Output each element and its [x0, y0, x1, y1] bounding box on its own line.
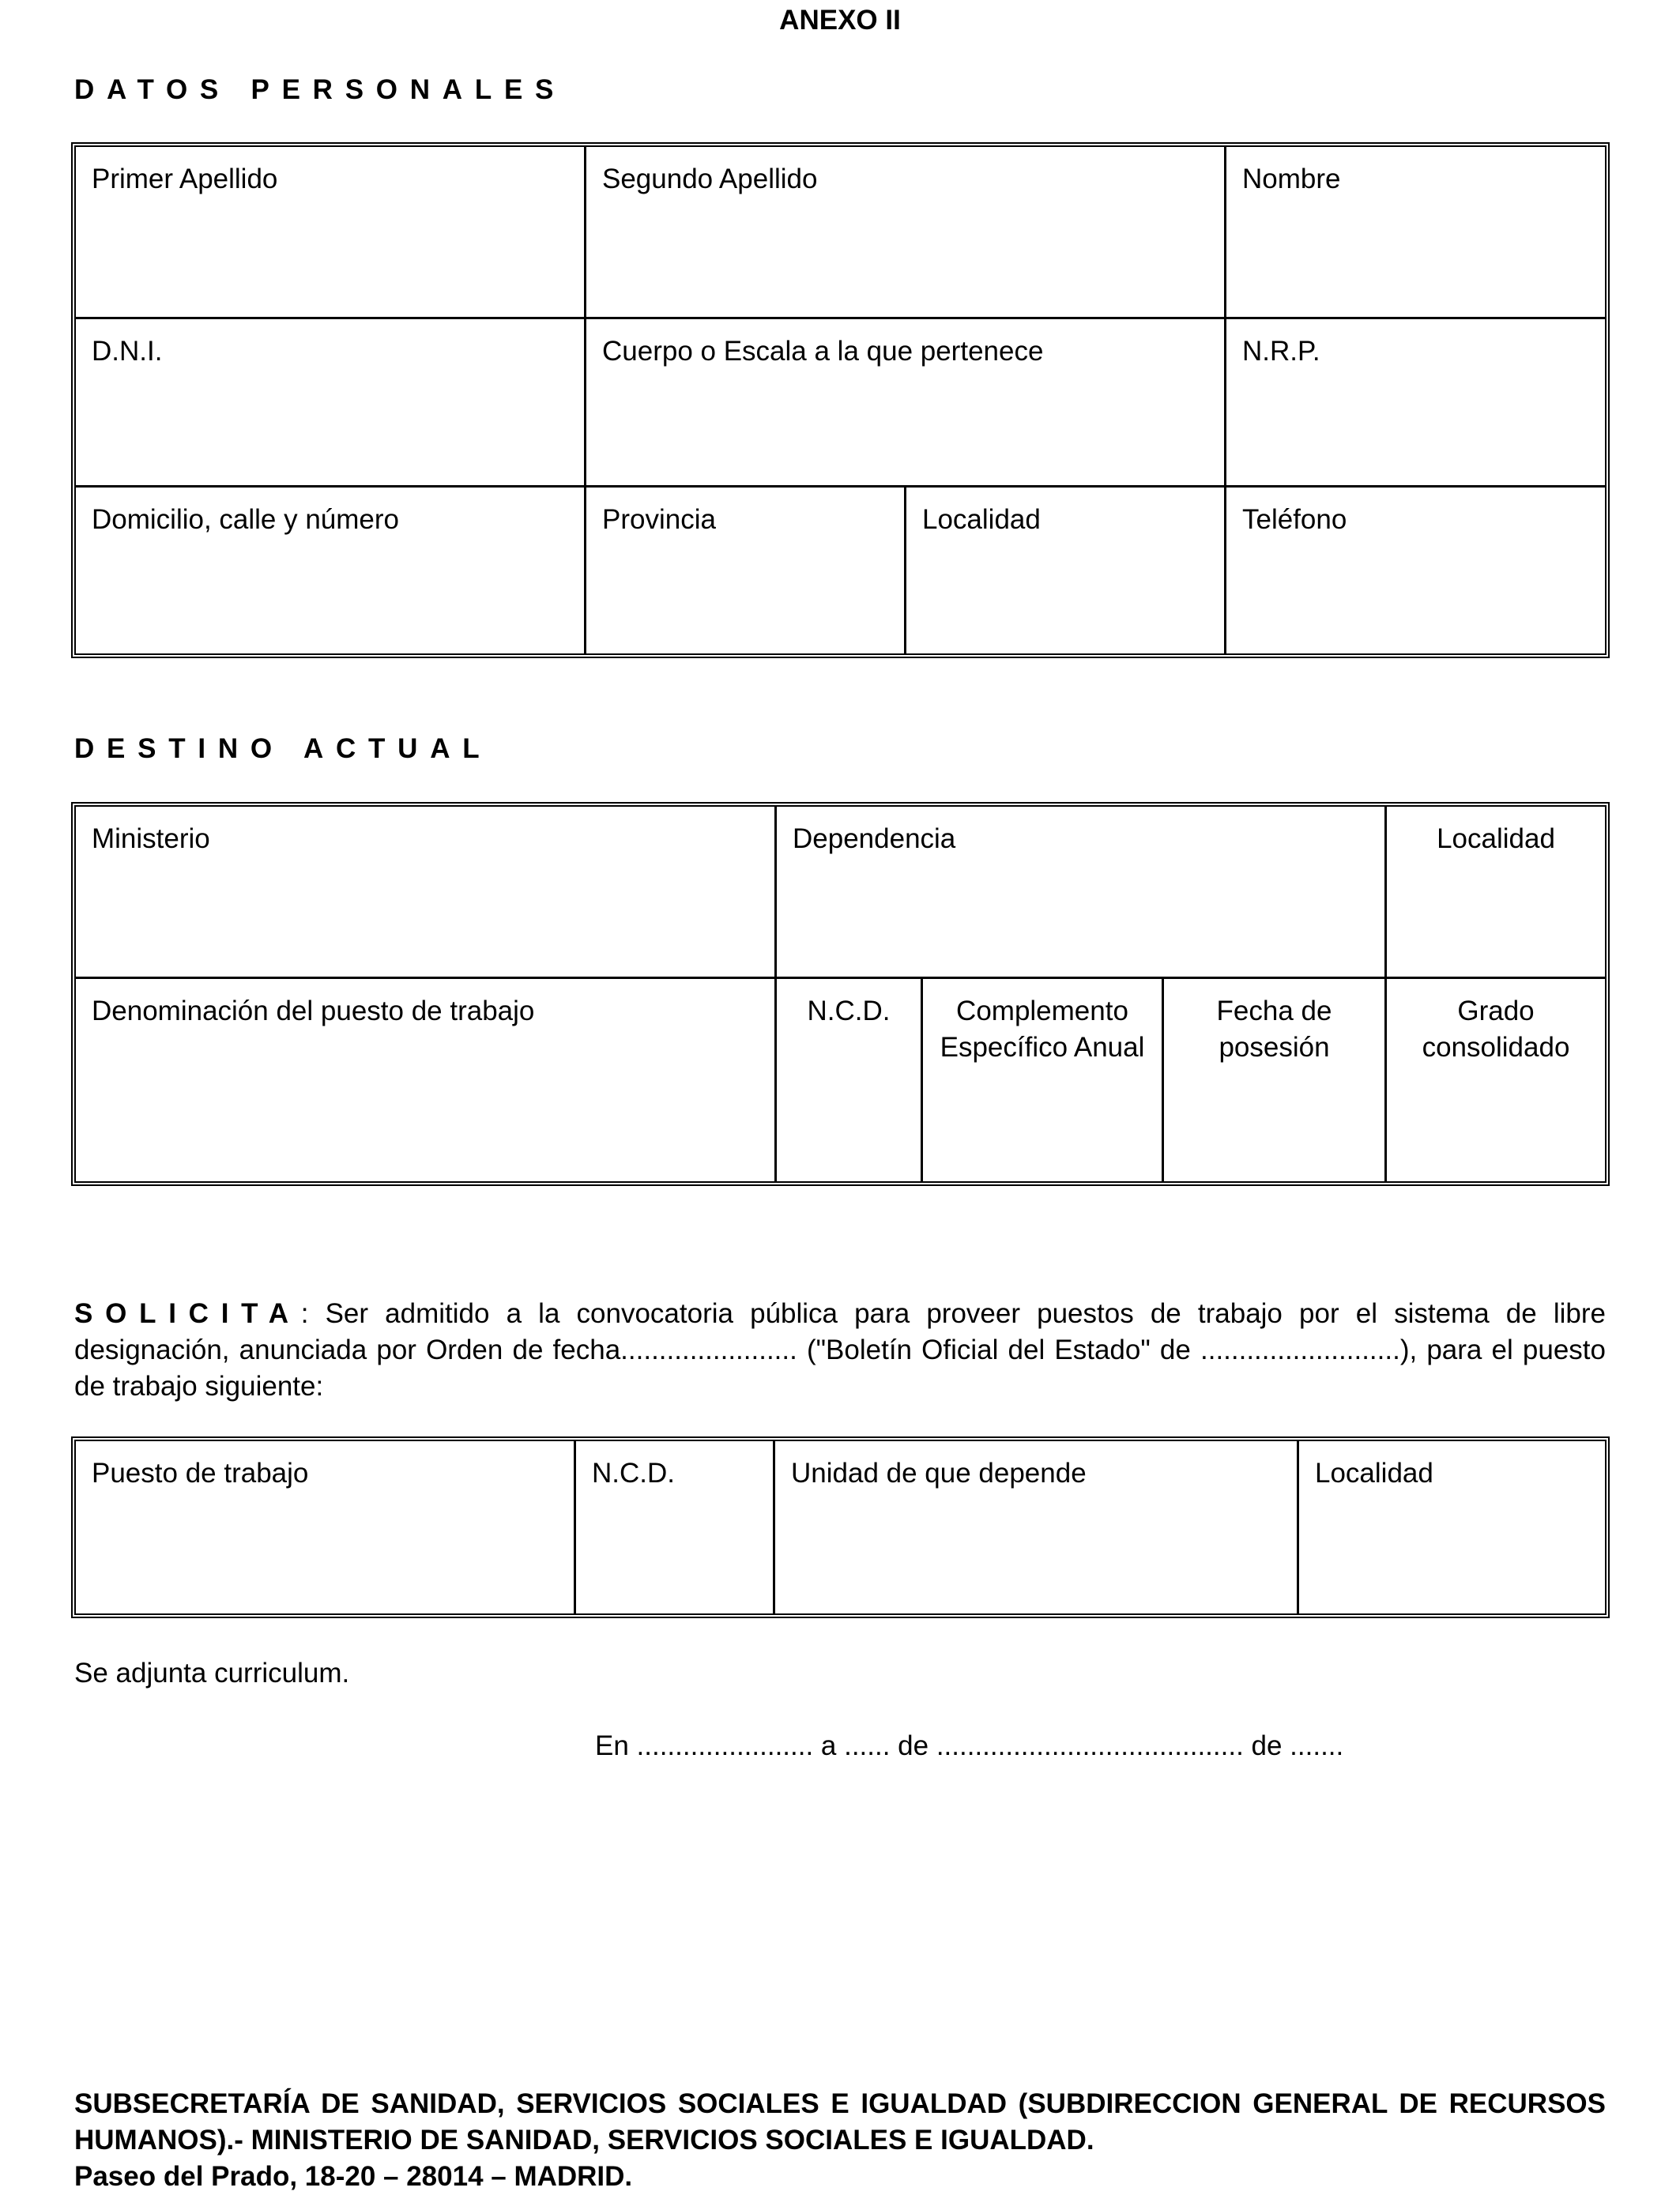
field-nombre[interactable]: Nombre	[1242, 164, 1341, 194]
field-segundo-apellido[interactable]: Segundo Apellido	[602, 164, 818, 194]
field-localidad[interactable]: Localidad	[922, 504, 1041, 535]
field-puesto-trabajo[interactable]: Puesto de trabajo	[92, 1458, 309, 1489]
section-heading-datos-personales: DATOS PERSONALES	[74, 74, 567, 105]
curriculum-note: Se adjunta curriculum.	[74, 1658, 350, 1689]
puesto-table	[71, 1436, 1610, 1618]
field-ncd[interactable]: N.C.D.	[807, 996, 891, 1026]
page-title: ANEXO II	[779, 5, 901, 36]
field-localidad-puesto[interactable]: Localidad	[1315, 1458, 1433, 1489]
field-domicilio[interactable]: Domicilio, calle y número	[92, 504, 400, 535]
field-denominacion-puesto[interactable]: Denominación del puesto de trabajo	[92, 996, 535, 1026]
field-provincia[interactable]: Provincia	[602, 504, 716, 535]
field-fecha-posesion[interactable]: Fecha de posesión	[1216, 996, 1332, 1063]
field-dependencia[interactable]: Dependencia	[793, 823, 956, 854]
solicita-label: SOLICITA	[74, 1298, 301, 1329]
footer-organization: SUBSECRETARÍA DE SANIDAD, SERVICIOS SOCIALES E IGUALDAD (SUBDIRECCION GENERAL DE RECURSOS HUMANOS).- MINISTERIO DE SANIDAD, SERVICIOS SOCIALES E IGUALDAD.	[74, 2088, 1606, 2155]
field-telefono[interactable]: Teléfono	[1242, 504, 1347, 535]
footer-address: Paseo del Prado, 18-20 – 28014 – MADRID.	[74, 2161, 633, 2192]
field-dni[interactable]: D.N.I.	[92, 336, 163, 367]
datos-personales-table	[71, 142, 1610, 658]
solicita-text: : Ser admitido a la convocatoria pública para proveer puestos de trabajo por el sistema de libre designación, anunciada por Orden de fecha....................... ("Boletín Oficial del Estado" de ..........................), para el puesto de trabajo siguiente:	[74, 1298, 1606, 1402]
field-unidad-depende[interactable]: Unidad de que depende	[791, 1458, 1087, 1489]
field-grado-consolidado[interactable]: Grado consolidado	[1422, 996, 1570, 1063]
field-ncd-puesto[interactable]: N.C.D.	[592, 1458, 675, 1489]
field-localidad-destino[interactable]: Localidad	[1437, 823, 1555, 854]
field-nrp[interactable]: N.R.P.	[1242, 336, 1320, 367]
date-line: En ....................... a ...... de ........................................ de .......	[595, 1730, 1344, 1761]
field-cuerpo-escala[interactable]: Cuerpo o Escala a la que pertenece	[602, 336, 1044, 367]
section-heading-destino-actual: DESTINO ACTUAL	[74, 733, 492, 764]
field-complemento-especifico[interactable]: Complemento Específico Anual	[940, 996, 1145, 1063]
solicita-paragraph	[74, 1296, 1606, 1405]
field-primer-apellido[interactable]: Primer Apellido	[92, 164, 278, 194]
destino-actual-table	[71, 802, 1610, 1186]
field-ministerio[interactable]: Ministerio	[92, 823, 210, 854]
